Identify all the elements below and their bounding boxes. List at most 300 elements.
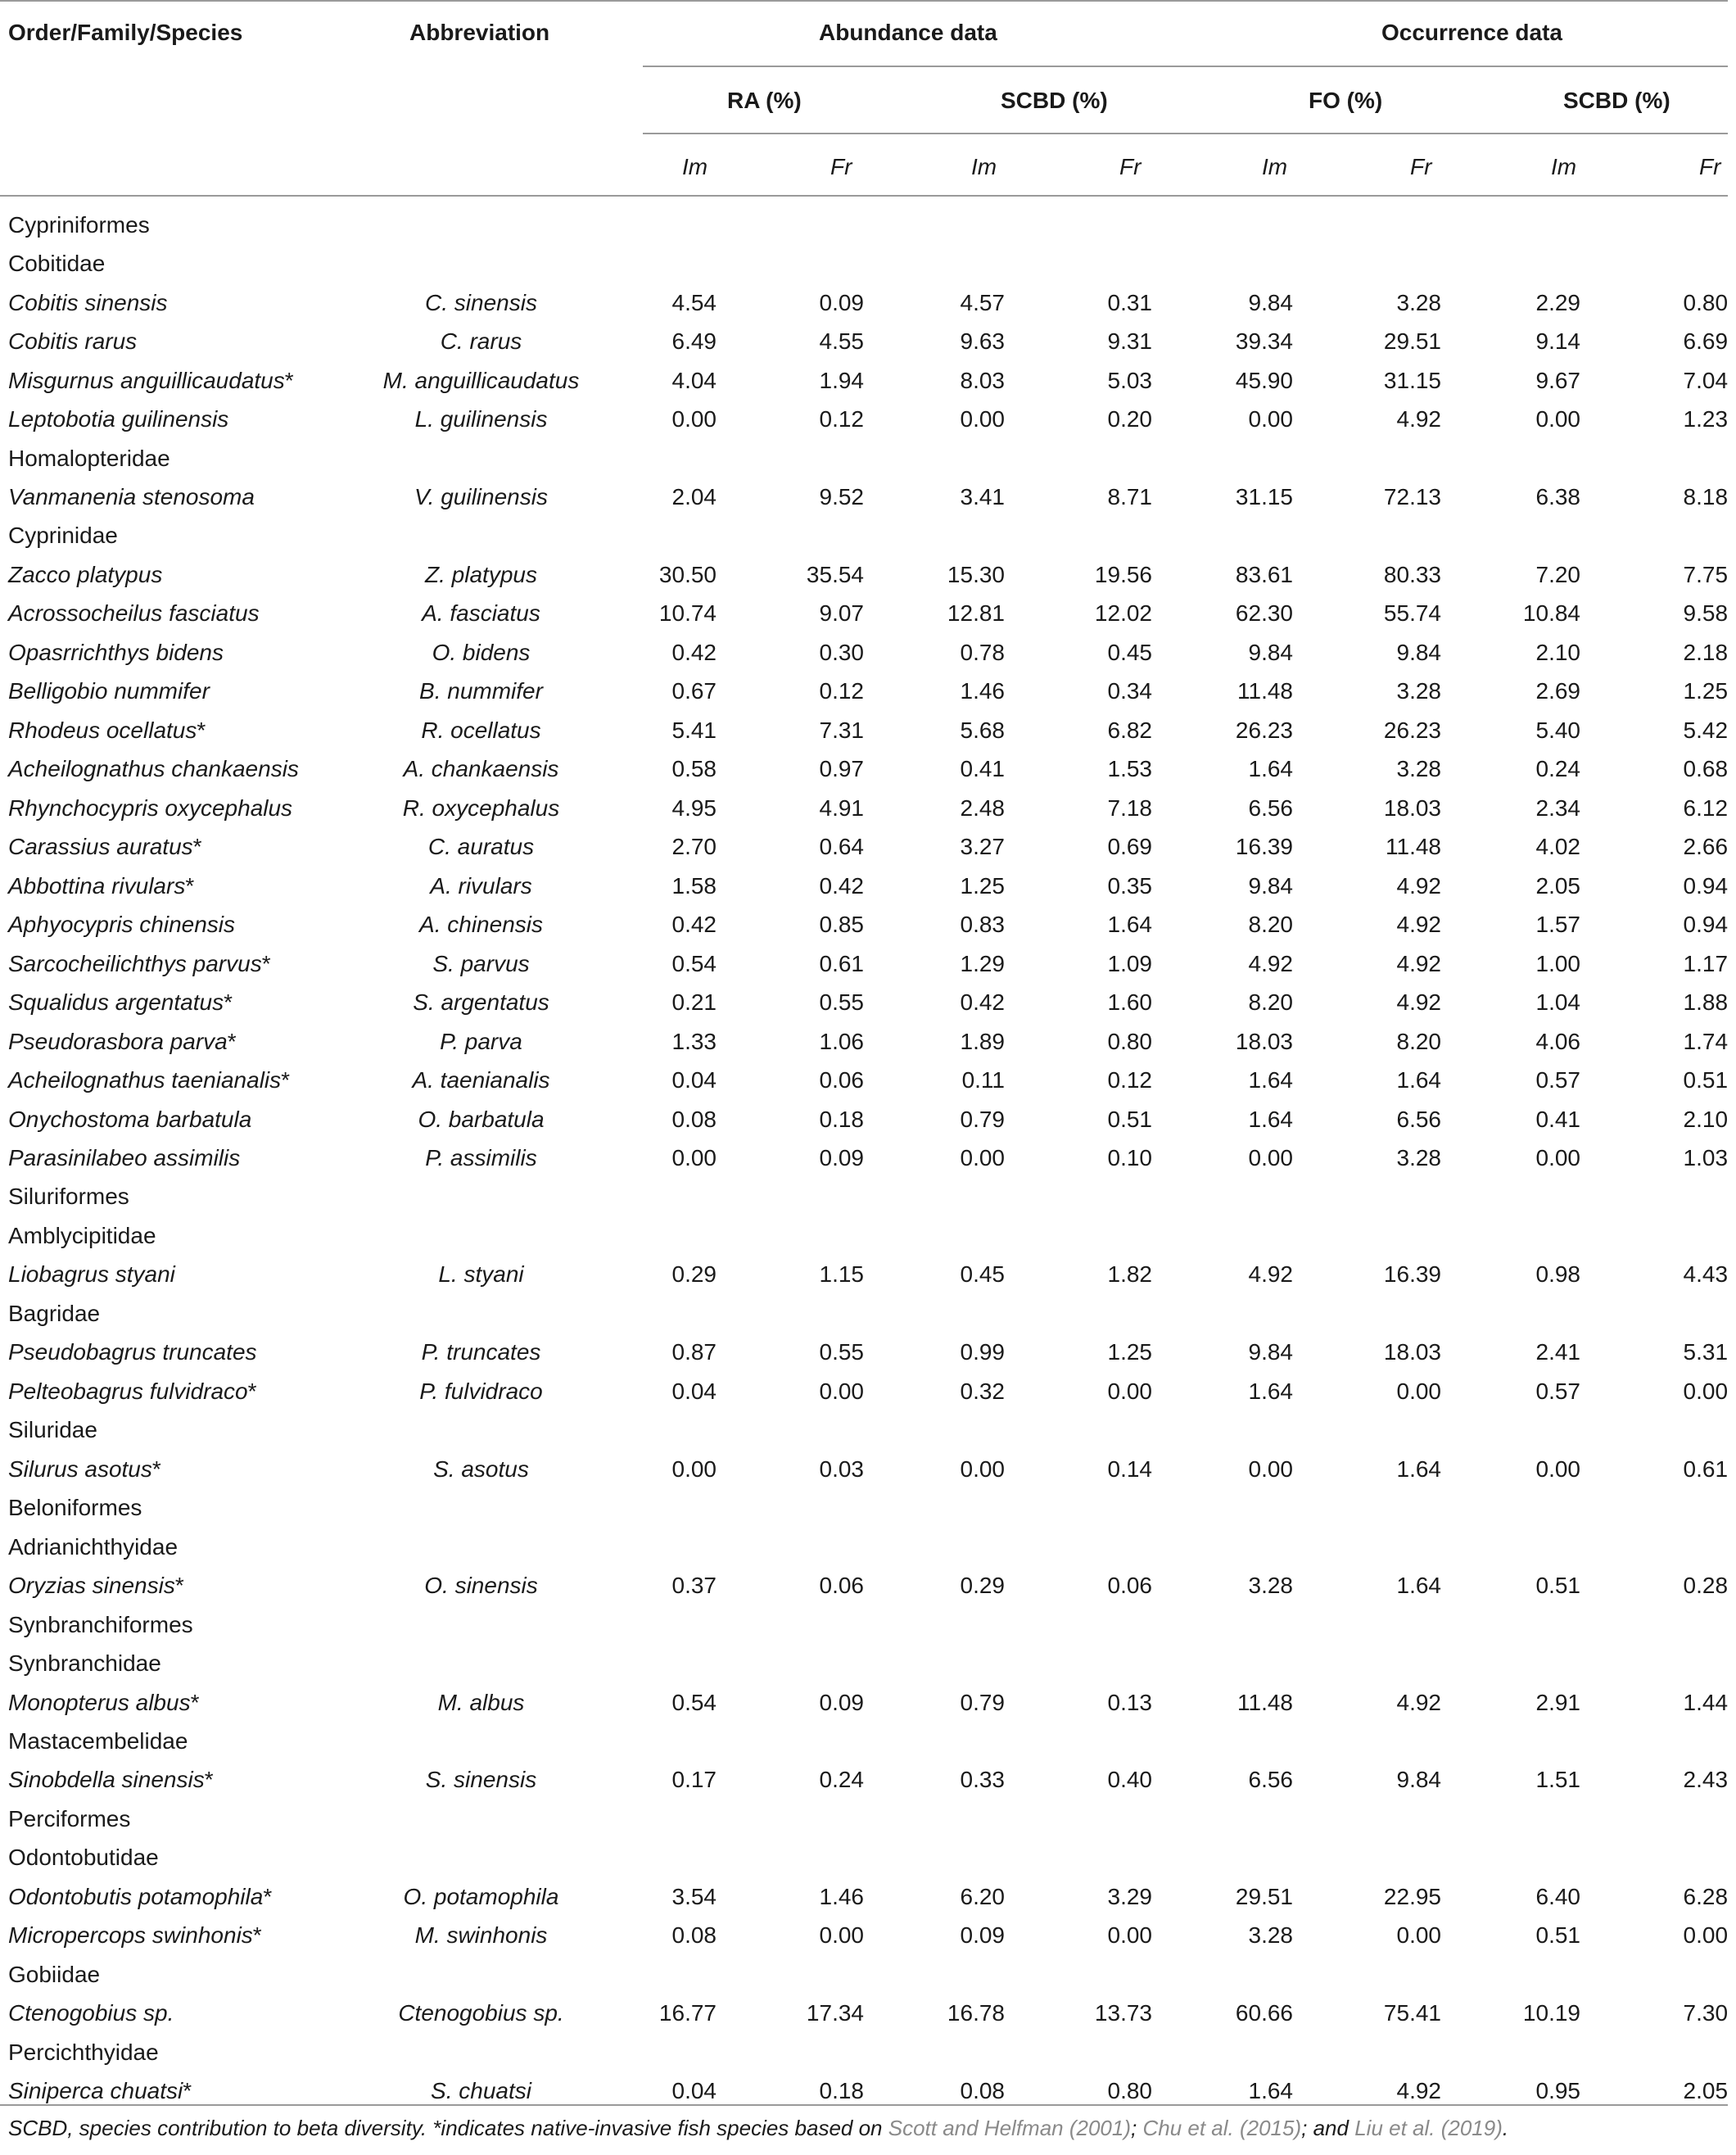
ra-im-cell: 2.70 <box>671 834 717 860</box>
abbreviation-cell: Ctenogobius sp. <box>398 2000 564 2026</box>
fo-fr-cell: 9.84 <box>1396 639 1441 665</box>
taxon-group-row <box>0 517 1728 555</box>
species-row <box>0 1100 1728 1139</box>
sub-header-ra: RA (%) <box>727 88 802 113</box>
scbd-abundance-fr-cell: 1.09 <box>1107 950 1152 976</box>
native-invasive-mark: * <box>183 2078 192 2104</box>
abbreviation-cell: O. barbatula <box>418 1106 545 1132</box>
native-invasive-mark: * <box>224 989 233 1016</box>
scbd-occurrence-im-cell: 4.06 <box>1535 1028 1580 1054</box>
scbd-occurrence-im-cell: 0.24 <box>1535 756 1580 782</box>
ra-im-cell: 0.00 <box>671 1456 717 1482</box>
fo-fr-cell: 72.13 <box>1383 484 1441 510</box>
scbd-abundance-im-cell: 1.29 <box>960 950 1005 976</box>
scbd-occurrence-im-cell: 0.57 <box>1535 1067 1580 1093</box>
species-name-cell <box>0 1256 360 1294</box>
species-row <box>0 555 1728 594</box>
fo-im-cell: 1.64 <box>1248 756 1293 782</box>
species-name-cell <box>0 944 360 983</box>
scbd-occurrence-fr-cell: 0.61 <box>1683 1456 1729 1482</box>
scbd-abundance-fr-cell: 0.13 <box>1107 1689 1152 1715</box>
ra-fr-cell: 0.06 <box>819 1573 864 1599</box>
abbreviation-cell: R. oxycephalus <box>402 795 560 821</box>
fo-im-cell: 1.64 <box>1248 1106 1293 1132</box>
species-name: Monopterus albus <box>8 1689 191 1715</box>
scbd-abundance-fr-cell: 0.40 <box>1107 1767 1152 1793</box>
fo-im-cell: 45.90 <box>1235 367 1293 393</box>
scbd-abundance-im-cell: 9.63 <box>960 328 1005 355</box>
scbd-abundance-im-cell: 0.99 <box>960 1339 1005 1365</box>
scbd-occurrence-im-cell: 2.69 <box>1535 678 1580 704</box>
species-name-cell <box>0 905 360 944</box>
scbd-abundance-fr-cell: 1.64 <box>1107 912 1152 938</box>
native-invasive-mark: * <box>247 1378 257 1404</box>
scbd-occurrence-fr-cell: 1.17 <box>1683 950 1729 976</box>
species-row <box>0 1761 1728 1800</box>
abbreviation-cell: Z. platypus <box>425 561 537 587</box>
ra-fr-cell: 0.12 <box>819 678 864 704</box>
species-row <box>0 867 1728 905</box>
species-table <box>0 206 1728 2111</box>
species-name-cell <box>0 633 360 672</box>
ra-fr-cell: 0.97 <box>819 756 864 782</box>
ra-fr-cell: 0.00 <box>819 1378 864 1404</box>
species-name: Opasrrichthys bidens <box>8 639 224 665</box>
scbd-abundance-im-cell: 12.81 <box>947 600 1005 627</box>
scbd-occurrence-fr-cell: 1.44 <box>1683 1689 1729 1715</box>
abbreviation-cell: M. albus <box>437 1689 525 1715</box>
ra-fr-cell: 0.55 <box>819 989 864 1016</box>
species-name: Oryzias sinensis <box>8 1573 175 1599</box>
species-name-cell <box>0 828 360 867</box>
scbd-abundance-fr-cell: 0.00 <box>1107 1922 1152 1949</box>
species-name: Abbottina rivulars <box>8 872 186 899</box>
ra-im-cell: 0.87 <box>671 1339 717 1365</box>
fo-fr-cell: 4.92 <box>1396 872 1441 899</box>
scbd-occurrence-im-cell: 4.02 <box>1535 834 1580 860</box>
ra-im-cell: 0.54 <box>671 1689 717 1715</box>
taxon-group-name: Odontobutidae <box>8 1845 159 1871</box>
taxon-group-row <box>0 1528 1728 1566</box>
fo-im-cell: 3.28 <box>1248 1573 1293 1599</box>
species-row <box>0 400 1728 438</box>
abbreviation-cell: O. bidens <box>432 639 531 665</box>
fo-im-cell: 8.20 <box>1248 912 1293 938</box>
species-row <box>0 789 1728 827</box>
species-name-cell <box>0 400 360 438</box>
species-name-cell <box>0 1372 360 1410</box>
scbd-abundance-im-cell: 0.00 <box>960 1144 1005 1170</box>
species-name: Micropercops swinhonis <box>8 1922 253 1949</box>
taxon-group-name: Beloniformes <box>8 1495 142 1521</box>
native-invasive-mark: * <box>252 1922 262 1949</box>
abbreviation-cell: S. argentatus <box>413 989 549 1016</box>
scbd-occurrence-fr-cell: 0.28 <box>1683 1573 1729 1599</box>
ra-im-cell: 2.04 <box>671 484 717 510</box>
ra-fr-cell: 1.94 <box>819 367 864 393</box>
abbreviation-cell: S. sinensis <box>425 1767 537 1793</box>
scbd-abundance-im-cell: 0.09 <box>960 1922 1005 1949</box>
footnote-ref-liu[interactable]: Liu et al. (2019) <box>1354 2116 1503 2140</box>
ra-im-cell: 4.04 <box>671 367 717 393</box>
scbd-occurrence-fr-cell: 1.74 <box>1683 1028 1729 1054</box>
species-name-cell <box>0 1100 360 1139</box>
native-invasive-mark: * <box>197 717 206 743</box>
ra-im-cell: 0.37 <box>671 1573 717 1599</box>
ra-fr-cell: 17.34 <box>806 2000 864 2026</box>
sub-header-fr: Fr <box>1119 154 1142 179</box>
species-name: Squalidus argentatus <box>8 989 224 1016</box>
scbd-occurrence-fr-cell: 1.25 <box>1683 678 1729 704</box>
taxon-group-name: Perciformes <box>8 1805 131 1831</box>
fo-im-cell: 9.84 <box>1248 639 1293 665</box>
scbd-occurrence-im-cell: 0.41 <box>1535 1106 1580 1132</box>
scbd-occurrence-fr-cell: 2.10 <box>1683 1106 1729 1132</box>
species-name: Belligobio nummifer <box>8 678 210 704</box>
scbd-abundance-im-cell: 15.30 <box>947 561 1005 587</box>
native-invasive-mark: * <box>174 1573 184 1599</box>
scbd-occurrence-im-cell: 2.05 <box>1535 872 1580 899</box>
species-name: Acrossocheilus fasciatus <box>8 600 260 627</box>
species-row <box>0 633 1728 672</box>
abbreviation-cell: P. assimilis <box>425 1144 537 1170</box>
scbd-abundance-im-cell: 8.03 <box>960 367 1005 393</box>
fo-fr-cell: 18.03 <box>1383 795 1441 821</box>
fo-fr-cell: 4.92 <box>1396 1689 1441 1715</box>
fo-im-cell: 0.00 <box>1248 1144 1293 1170</box>
abbreviation-cell: S. asotus <box>433 1456 529 1482</box>
abbreviation-cell: R. ocellatus <box>421 717 541 743</box>
ra-im-cell: 6.49 <box>671 328 717 355</box>
native-invasive-mark: * <box>227 1028 237 1054</box>
fo-fr-cell: 4.92 <box>1396 950 1441 976</box>
species-name: Carassius auratus <box>8 834 193 860</box>
scbd-abundance-fr-cell: 0.31 <box>1107 289 1152 315</box>
fo-im-cell: 9.84 <box>1248 1339 1293 1365</box>
ra-im-cell: 0.29 <box>671 1261 717 1288</box>
scbd-occurrence-im-cell: 7.20 <box>1535 561 1580 587</box>
ra-im-cell: 0.04 <box>671 1067 717 1093</box>
ra-fr-cell: 0.09 <box>819 289 864 315</box>
abbreviation-cell: L. styani <box>438 1261 524 1288</box>
scbd-occurrence-im-cell: 6.40 <box>1535 1883 1580 1909</box>
scbd-abundance-im-cell: 4.57 <box>960 289 1005 315</box>
scbd-abundance-im-cell: 5.68 <box>960 717 1005 743</box>
abbreviation-cell: P. parva <box>440 1028 522 1054</box>
scbd-abundance-fr-cell: 0.80 <box>1107 1028 1152 1054</box>
taxon-group-row <box>0 439 1728 478</box>
fo-fr-cell: 80.33 <box>1383 561 1441 587</box>
species-name: Rhynchocypris oxycephalus <box>8 795 293 821</box>
fo-im-cell: 1.64 <box>1248 2078 1293 2104</box>
ra-im-cell: 1.58 <box>671 872 717 899</box>
sub-header-fr: Fr <box>1410 154 1432 179</box>
species-row <box>0 672 1728 711</box>
species-name: Pelteobagrus fulvidraco <box>8 1378 248 1404</box>
fo-fr-cell: 75.41 <box>1383 2000 1441 2026</box>
scbd-occurrence-fr-cell: 0.94 <box>1683 912 1729 938</box>
taxon-group-name: Siluriformes <box>8 1184 129 1210</box>
species-name-cell <box>0 1917 360 1955</box>
scbd-occurrence-im-cell: 10.84 <box>1522 600 1580 627</box>
ra-fr-cell: 4.91 <box>819 795 864 821</box>
abbreviation-cell: L. guilinensis <box>414 406 548 432</box>
scbd-occurrence-im-cell: 0.00 <box>1535 1144 1580 1170</box>
scbd-occurrence-im-cell: 2.41 <box>1535 1339 1580 1365</box>
scbd-occurrence-fr-cell: 1.88 <box>1683 989 1729 1016</box>
native-invasive-mark: * <box>204 1767 214 1793</box>
footnote-separator: ; and <box>1301 2116 1355 2140</box>
species-name-cell <box>0 478 360 516</box>
fo-fr-cell: 9.84 <box>1396 1767 1441 1793</box>
taxon-group-row <box>0 1411 1728 1450</box>
abbreviation-cell: A. chankaensis <box>403 756 559 782</box>
scbd-occurrence-im-cell: 10.19 <box>1522 2000 1580 2026</box>
ra-fr-cell: 7.31 <box>819 717 864 743</box>
taxon-group-row <box>0 1178 1728 1216</box>
scbd-abundance-fr-cell: 0.35 <box>1107 872 1152 899</box>
fo-fr-cell: 26.23 <box>1383 717 1441 743</box>
scbd-occurrence-fr-cell: 6.69 <box>1683 328 1729 355</box>
species-row <box>0 1877 1728 1916</box>
species-row <box>0 1256 1728 1294</box>
scbd-abundance-im-cell: 0.42 <box>960 989 1005 1016</box>
scbd-abundance-im-cell: 0.00 <box>960 406 1005 432</box>
scbd-abundance-fr-cell: 5.03 <box>1107 367 1152 393</box>
taxon-group-name: Cobitidae <box>8 251 106 277</box>
footnote-ref-chu[interactable]: Chu et al. (2015) <box>1142 2116 1302 2140</box>
scbd-occurrence-fr-cell: 2.66 <box>1683 834 1729 860</box>
scbd-occurrence-im-cell: 9.67 <box>1535 367 1580 393</box>
fo-fr-cell: 3.28 <box>1396 1144 1441 1170</box>
fo-im-cell: 0.00 <box>1248 406 1293 432</box>
abbreviation-cell: O. potamophila <box>403 1883 559 1909</box>
species-row <box>0 1333 1728 1372</box>
sub-header-fo: FO (%) <box>1309 88 1383 113</box>
abbreviation-cell: P. fulvidraco <box>419 1378 543 1404</box>
abbreviation-cell: A. fasciatus <box>422 600 540 627</box>
abbreviation-cell: P. truncates <box>421 1339 541 1365</box>
scbd-abundance-fr-cell: 0.69 <box>1107 834 1152 860</box>
species-name-cell <box>0 1761 360 1800</box>
species-row <box>0 1994 1728 2033</box>
species-row <box>0 1022 1728 1061</box>
species-row <box>0 1917 1728 1955</box>
species-row <box>0 1566 1728 1605</box>
fo-im-cell: 16.39 <box>1235 834 1293 860</box>
abbreviation-cell: C. sinensis <box>425 289 537 315</box>
taxon-group-name: Adrianichthyidae <box>8 1533 179 1560</box>
ra-im-cell: 0.54 <box>671 950 717 976</box>
species-name: Vanmanenia stenosoma <box>8 484 255 510</box>
scbd-abundance-fr-cell: 0.45 <box>1107 639 1152 665</box>
fo-fr-cell: 4.92 <box>1396 2078 1441 2104</box>
taxon-group-row <box>0 1839 1728 1877</box>
species-name: Rhodeus ocellatus <box>8 717 197 743</box>
abbreviation-cell: O. sinensis <box>424 1573 538 1599</box>
species-name-cell <box>0 867 360 905</box>
species-name: Misgurnus anguillicaudatus <box>8 367 285 393</box>
scbd-abundance-im-cell: 1.25 <box>960 872 1005 899</box>
sub-header-im: Im <box>971 154 997 179</box>
sub-header-fr: Fr <box>830 154 852 179</box>
species-name: Leptobotia guilinensis <box>8 406 229 432</box>
species-name-cell <box>0 1450 360 1488</box>
fo-fr-cell: 3.28 <box>1396 289 1441 315</box>
scbd-abundance-im-cell: 0.45 <box>960 1261 1005 1288</box>
footnote-end: . <box>1502 2116 1509 2140</box>
ra-fr-cell: 0.42 <box>819 872 864 899</box>
scbd-abundance-im-cell: 0.32 <box>960 1378 1005 1404</box>
scbd-occurrence-im-cell: 0.57 <box>1535 1378 1580 1404</box>
scbd-abundance-fr-cell: 6.82 <box>1107 717 1152 743</box>
taxon-group-row <box>0 206 1728 244</box>
native-invasive-mark: * <box>284 367 294 393</box>
scbd-occurrence-fr-cell: 0.00 <box>1683 1378 1729 1404</box>
fo-im-cell: 1.64 <box>1248 1378 1293 1404</box>
taxon-group-name: Cypriniformes <box>8 211 150 238</box>
species-row <box>0 322 1728 360</box>
species-name: Aphyocypris chinensis <box>8 912 236 938</box>
fo-im-cell: 29.51 <box>1235 1883 1293 1909</box>
native-invasive-mark: * <box>185 872 195 899</box>
species-name: Sarcocheilichthys parvus <box>8 950 262 976</box>
scbd-occurrence-fr-cell: 7.75 <box>1683 561 1729 587</box>
scbd-occurrence-im-cell: 5.40 <box>1535 717 1580 743</box>
ra-im-cell: 30.50 <box>658 561 717 587</box>
taxon-group-row <box>0 1488 1728 1527</box>
fo-fr-cell: 29.51 <box>1383 328 1441 355</box>
scbd-abundance-im-cell: 6.20 <box>960 1883 1005 1909</box>
scbd-abundance-fr-cell: 1.25 <box>1107 1339 1152 1365</box>
scbd-occurrence-fr-cell: 5.31 <box>1683 1339 1729 1365</box>
scbd-occurrence-im-cell: 2.29 <box>1535 289 1580 315</box>
species-row <box>0 750 1728 789</box>
scbd-abundance-im-cell: 0.78 <box>960 639 1005 665</box>
bottom-rule <box>0 2104 1728 2106</box>
fo-fr-cell: 1.64 <box>1396 1573 1441 1599</box>
fo-fr-cell: 0.00 <box>1396 1378 1441 1404</box>
ra-fr-cell: 0.85 <box>819 912 864 938</box>
fo-fr-cell: 3.28 <box>1396 756 1441 782</box>
native-invasive-mark: * <box>281 1067 291 1093</box>
col-header-species: Order/Family/Species <box>8 20 243 45</box>
species-name: Cobitis sinensis <box>8 289 168 315</box>
scbd-occurrence-fr-cell: 2.18 <box>1683 639 1729 665</box>
fo-im-cell: 0.00 <box>1248 1456 1293 1482</box>
abbreviation-cell: M. anguillicaudatus <box>382 367 580 393</box>
sub-header-rule <box>643 133 1728 134</box>
scbd-abundance-im-cell: 3.41 <box>960 484 1005 510</box>
ra-fr-cell: 1.15 <box>819 1261 864 1288</box>
ra-fr-cell: 0.55 <box>819 1339 864 1365</box>
ra-fr-cell: 9.07 <box>819 600 864 627</box>
scbd-occurrence-im-cell: 1.57 <box>1535 912 1580 938</box>
ra-fr-cell: 0.61 <box>819 950 864 976</box>
ra-fr-cell: 35.54 <box>806 561 864 587</box>
scbd-abundance-fr-cell: 1.53 <box>1107 756 1152 782</box>
fo-fr-cell: 18.03 <box>1383 1339 1441 1365</box>
top-rule <box>0 0 1728 2</box>
footnote-ref-scott[interactable]: Scott and Helfman (2001) <box>888 2116 1132 2140</box>
footnote-text: SCBD, species contribution to beta diversity. *indicates native-invasive fish species based on <box>8 2116 888 2140</box>
species-row <box>0 361 1728 400</box>
scbd-abundance-fr-cell: 0.10 <box>1107 1144 1152 1170</box>
scbd-abundance-im-cell: 0.79 <box>960 1689 1005 1715</box>
abbreviation-cell: A. rivulars <box>430 872 532 899</box>
group-header-rule <box>643 66 1728 67</box>
species-name-cell <box>0 1061 360 1099</box>
scbd-occurrence-im-cell: 1.00 <box>1535 950 1580 976</box>
scbd-occurrence-im-cell: 6.38 <box>1535 484 1580 510</box>
fo-im-cell: 83.61 <box>1235 561 1293 587</box>
species-name-cell <box>0 983 360 1021</box>
species-name: Pseudorasbora parva <box>8 1028 228 1054</box>
fo-fr-cell: 11.48 <box>1386 834 1441 860</box>
species-name-cell <box>0 1683 360 1722</box>
fo-fr-cell: 1.64 <box>1396 1067 1441 1093</box>
scbd-abundance-im-cell: 1.89 <box>960 1028 1005 1054</box>
species-row <box>0 1061 1728 1099</box>
fo-im-cell: 6.56 <box>1248 1767 1293 1793</box>
species-name-cell <box>0 595 360 633</box>
scbd-abundance-fr-cell: 0.80 <box>1107 2078 1152 2104</box>
scbd-abundance-fr-cell: 0.00 <box>1107 1378 1152 1404</box>
scbd-occurrence-fr-cell: 9.58 <box>1683 600 1729 627</box>
sub-header-scbd-occurrence: SCBD (%) <box>1563 88 1670 113</box>
scbd-abundance-im-cell: 0.41 <box>960 756 1005 782</box>
scbd-occurrence-im-cell: 0.00 <box>1535 406 1580 432</box>
sub-header-im: Im <box>1551 154 1577 179</box>
species-row <box>0 905 1728 944</box>
species-name-cell <box>0 672 360 711</box>
scbd-abundance-fr-cell: 1.60 <box>1107 989 1152 1016</box>
scbd-abundance-im-cell: 3.27 <box>960 834 1005 860</box>
ra-im-cell: 4.54 <box>671 289 717 315</box>
scbd-occurrence-im-cell: 0.00 <box>1535 1456 1580 1482</box>
scbd-occurrence-fr-cell: 1.23 <box>1683 406 1729 432</box>
abbreviation-cell: B. nummifer <box>419 678 543 704</box>
fo-im-cell: 31.15 <box>1235 484 1293 510</box>
ra-im-cell: 0.67 <box>671 678 717 704</box>
abbreviation-cell: M. swinhonis <box>414 1922 548 1949</box>
ra-im-cell: 0.00 <box>671 406 717 432</box>
fo-fr-cell: 8.20 <box>1396 1028 1441 1054</box>
scbd-abundance-fr-cell: 0.51 <box>1107 1106 1152 1132</box>
scbd-abundance-fr-cell: 1.82 <box>1107 1261 1152 1288</box>
scbd-occurrence-fr-cell: 7.30 <box>1683 2000 1729 2026</box>
scbd-abundance-im-cell: 2.48 <box>960 795 1005 821</box>
fo-fr-cell: 3.28 <box>1396 678 1441 704</box>
scbd-occurrence-fr-cell: 0.68 <box>1683 756 1729 782</box>
fo-im-cell: 11.48 <box>1237 678 1293 704</box>
ra-im-cell: 0.08 <box>671 1106 717 1132</box>
taxon-group-row <box>0 244 1728 283</box>
species-name: Onychostoma barbatula <box>8 1106 252 1132</box>
species-name-cell <box>0 1022 360 1061</box>
ra-fr-cell: 0.09 <box>819 1689 864 1715</box>
scbd-abundance-fr-cell: 7.18 <box>1107 795 1152 821</box>
ra-fr-cell: 0.03 <box>819 1456 864 1482</box>
species-name: Cobitis rarus <box>8 328 138 355</box>
species-row <box>0 828 1728 867</box>
scbd-occurrence-im-cell: 0.51 <box>1535 1922 1580 1949</box>
species-name-cell <box>0 750 360 789</box>
ra-fr-cell: 0.18 <box>819 1106 864 1132</box>
species-row <box>0 283 1728 322</box>
ra-im-cell: 5.41 <box>671 717 717 743</box>
abbreviation-cell: A. chinensis <box>419 912 543 938</box>
